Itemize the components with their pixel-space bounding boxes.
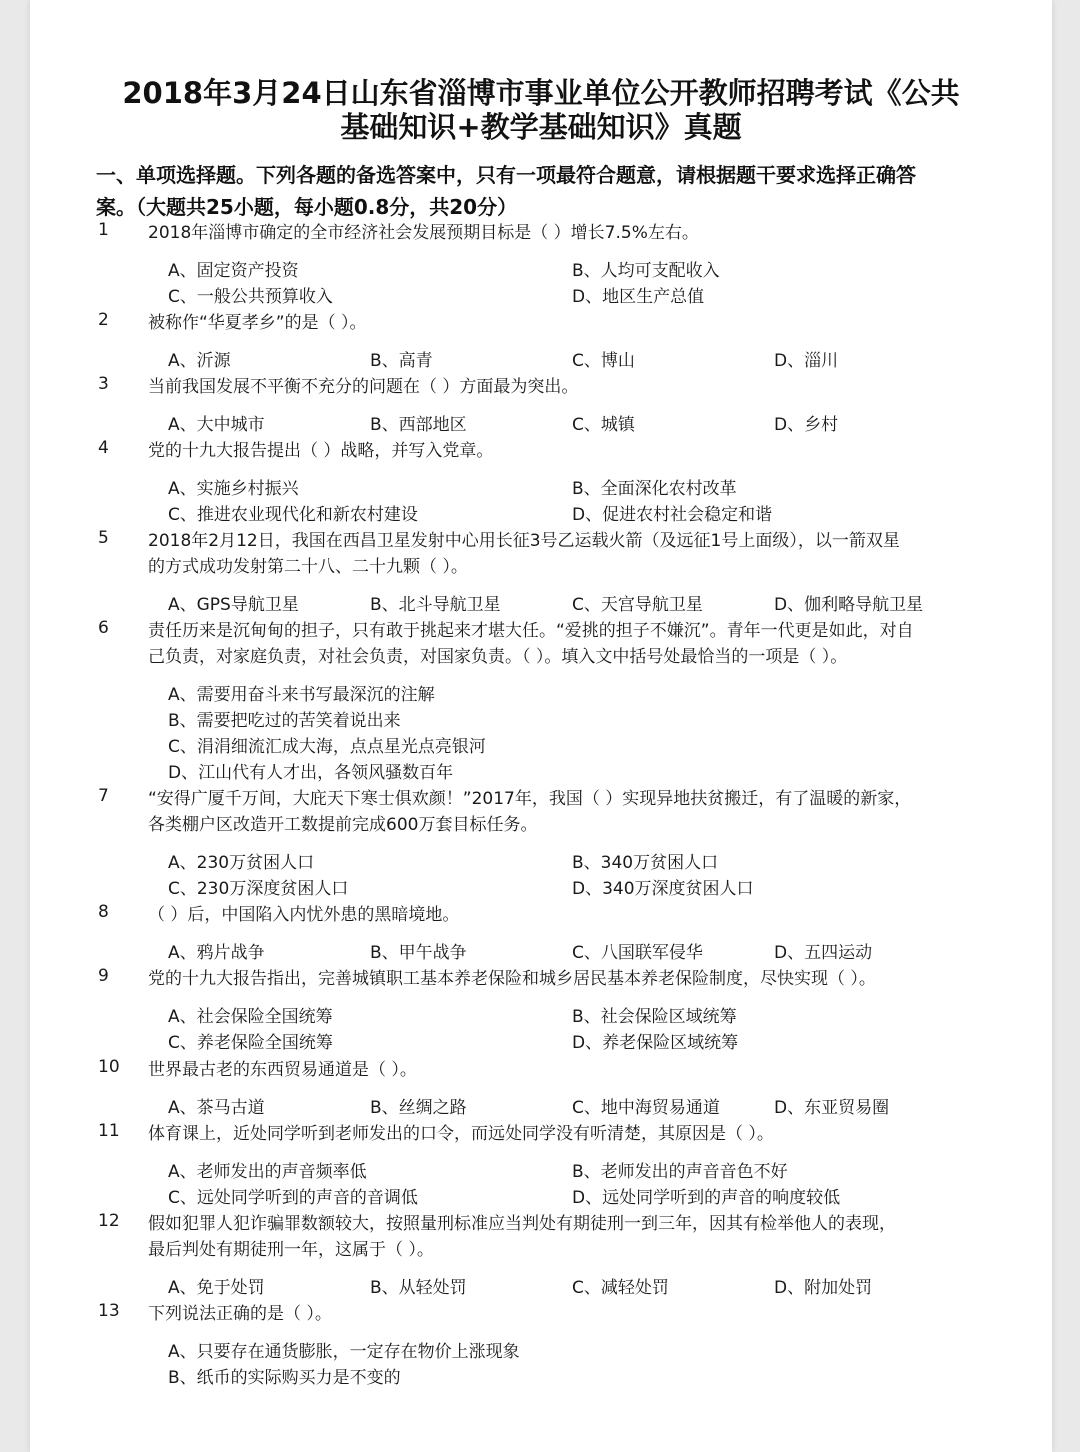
document-title <box>30 76 1052 144</box>
document-page <box>30 0 1052 1452</box>
option-c: C、一般公共预算收入 <box>168 287 333 307</box>
option-d: D、促进农村社会稳定和谐 <box>572 505 773 525</box>
option-b: B、从轻处罚 <box>370 1278 467 1298</box>
question-text: 2018年2月12日，我国在西昌卫星发射中心用长征3号乙运载火箭（及远征1号上面级），以一箭双星 <box>148 531 900 551</box>
option-a: A、免于处罚 <box>168 1278 265 1298</box>
question-text: 己负责，对家庭负责，对社会负责，对国家负责。（ ）。填入文中括号处最恰当的一项是（ ）。 <box>148 647 848 667</box>
option-d: D、340万深度贫困人口 <box>572 879 754 899</box>
option-c: C、天宫导航卫星 <box>572 595 703 615</box>
option-b: B、丝绸之路 <box>370 1098 467 1118</box>
option-b: B、甲午战争 <box>370 943 467 963</box>
option-b: B、纸币的实际购买力是不变的 <box>168 1368 401 1388</box>
option-c: C、八国联军侵华 <box>572 943 703 963</box>
question-text: 党的十九大报告指出，完善城镇职工基本养老保险和城乡居民基本养老保险制度，尽快实现（ ）。 <box>148 969 876 989</box>
option-a: A、需要用奋斗来书写最深沉的注解 <box>168 685 435 705</box>
question-text: 被称作“华夏孝乡”的是（ ）。 <box>148 313 367 333</box>
option-b: B、北斗导航卫星 <box>370 595 501 615</box>
question-text: 的方式成功发射第二十八、二十九颗（ ）。 <box>148 557 468 577</box>
option-d: D、远处同学听到的声音的响度较低 <box>572 1188 841 1208</box>
question-text: 世界最古老的东西贸易通道是（ ）。 <box>148 1060 417 1080</box>
question-text: 责任历来是沉甸甸的担子，只有敢于挑起来才堪大任。“爱挑的担子不嫌沉”。青年一代更是如此，对自 <box>148 621 914 641</box>
question-text: 党的十九大报告提出（ ）战略，并写入党章。 <box>148 441 494 461</box>
option-c: C、涓涓细流汇成大海，点点星光点亮银河 <box>168 737 486 757</box>
option-c: C、远处同学听到的声音的音调低 <box>168 1188 418 1208</box>
option-b: B、人均可支配收入 <box>572 261 720 281</box>
option-a: A、实施乡村振兴 <box>168 479 299 499</box>
question-text: 下列说法正确的是（ ）。 <box>148 1304 332 1324</box>
question-number: 5 <box>98 528 109 548</box>
section-line-2: 案。（大题共25小题，每小题0.8分，共20分） <box>96 195 518 219</box>
question-text: 各类棚户区改造开工数提前完成600万套目标任务。 <box>148 815 538 835</box>
question-number: 10 <box>98 1057 120 1077</box>
question-text: “安得广厦千万间，大庇天下寒士俱欢颜！”2017年，我国（ ）实现异地扶贫搬迁，有了温暖的新家， <box>148 789 912 809</box>
option-a: A、社会保险全国统筹 <box>168 1007 333 1027</box>
option-b: B、需要把吃过的苦笑着说出来 <box>168 711 401 731</box>
option-a: A、茶马古道 <box>168 1098 265 1118</box>
option-a: A、只要存在通货膨胀，一定存在物价上涨现象 <box>168 1342 520 1362</box>
option-a: A、GPS导航卫星 <box>168 595 299 615</box>
option-c: C、230万深度贫困人口 <box>168 879 349 899</box>
option-b: B、老师发出的声音音色不好 <box>572 1162 788 1182</box>
question-number: 2 <box>98 310 109 330</box>
option-b: B、社会保险区域统筹 <box>572 1007 737 1027</box>
option-d: D、淄川 <box>774 351 839 371</box>
question-number: 7 <box>98 786 109 806</box>
question-number: 3 <box>98 374 109 394</box>
question-text: 当前我国发展不平衡不充分的问题在（ ）方面最为突出。 <box>148 377 579 397</box>
option-d: D、地区生产总值 <box>572 287 705 307</box>
option-b: B、西部地区 <box>370 415 467 435</box>
section-line-1: 一、单项选择题。下列各题的备选答案中，只有一项最符合题意，请根据题干要求选择正确答 <box>96 163 916 187</box>
option-d: D、乡村 <box>774 415 839 435</box>
title-line-1: 2018年3月24日山东省淄博市事业单位公开教师招聘考试《公共 <box>122 76 960 110</box>
option-b: B、全面深化农村改革 <box>572 479 737 499</box>
question-number: 8 <box>98 902 109 922</box>
option-a: A、固定资产投资 <box>168 261 299 281</box>
title-line-2: 基础知识+教学基础知识》真题 <box>340 110 742 144</box>
option-a: A、大中城市 <box>168 415 265 435</box>
question-text: 最后判处有期徒刑一年，这属于（ ）。 <box>148 1240 434 1260</box>
option-c: C、博山 <box>572 351 635 371</box>
option-c: C、推进农业现代化和新农村建设 <box>168 505 418 525</box>
option-c: C、城镇 <box>572 415 635 435</box>
question-number: 13 <box>98 1301 120 1321</box>
option-c: C、地中海贸易通道 <box>572 1098 720 1118</box>
question-text: 2018年淄博市确定的全市经济社会发展预期目标是（ ）增长7.5%左右。 <box>148 223 699 243</box>
option-a: A、沂源 <box>168 351 231 371</box>
question-number: 6 <box>98 618 109 638</box>
option-a: A、鸦片战争 <box>168 943 265 963</box>
question-text: 体育课上，近处同学听到老师发出的口令，而远处同学没有听清楚，其原因是（ ）。 <box>148 1124 774 1144</box>
option-d: D、养老保险区域统筹 <box>572 1033 739 1053</box>
option-a: A、老师发出的声音频率低 <box>168 1162 367 1182</box>
option-d: D、伽利略导航卫星 <box>774 595 924 615</box>
question-text: （ ）后，中国陷入内忧外患的黑暗境地。 <box>148 905 460 925</box>
question-number: 12 <box>98 1211 120 1231</box>
question-number: 4 <box>98 438 109 458</box>
option-c: C、养老保险全国统筹 <box>168 1033 333 1053</box>
option-c: C、减轻处罚 <box>572 1278 669 1298</box>
option-d: D、江山代有人才出，各领风骚数百年 <box>168 763 454 783</box>
question-number: 9 <box>98 966 109 986</box>
option-d: D、东亚贸易圈 <box>774 1098 890 1118</box>
option-a: A、230万贫困人口 <box>168 853 315 873</box>
option-b: B、高青 <box>370 351 433 371</box>
question-number: 1 <box>98 220 109 240</box>
question-text: 假如犯罪人犯诈骗罪数额较大，按照量刑标准应当判处有期徒刑一到三年，因其有检举他人的表现， <box>148 1214 896 1234</box>
option-b: B、340万贫困人口 <box>572 853 719 873</box>
option-d: D、五四运动 <box>774 943 873 963</box>
option-d: D、附加处罚 <box>774 1278 873 1298</box>
section-heading <box>96 159 996 223</box>
question-number: 11 <box>98 1121 120 1141</box>
